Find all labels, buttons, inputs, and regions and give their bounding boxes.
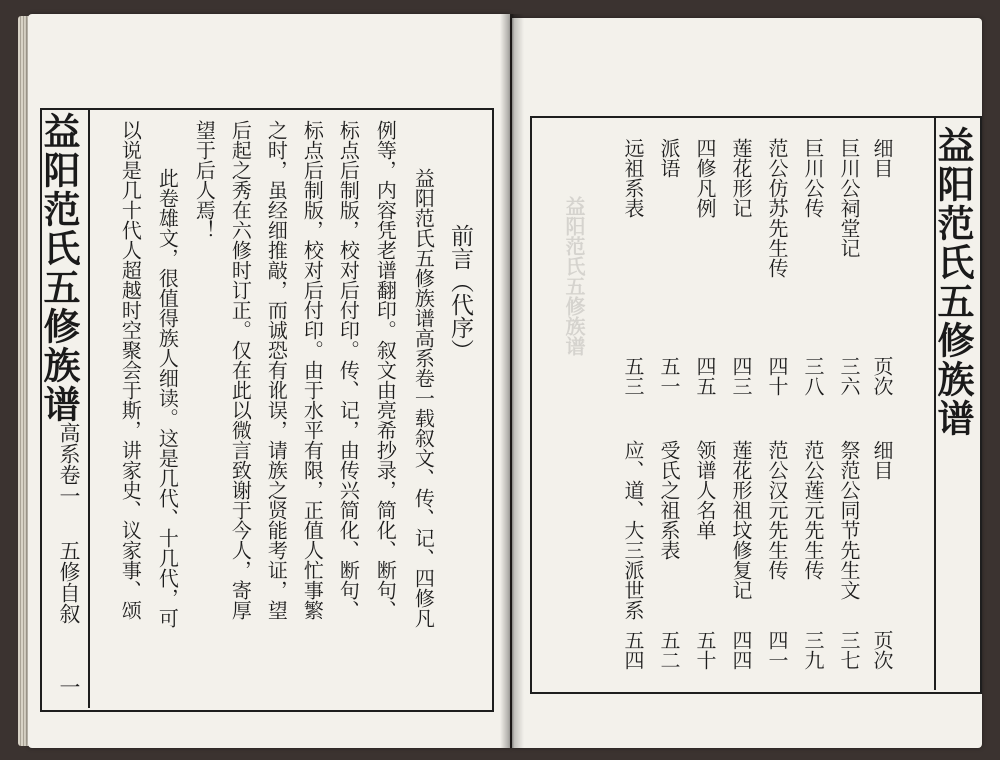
toc-header-page: 页次 bbox=[870, 356, 894, 396]
toc-entry-page: 四十 bbox=[765, 356, 789, 396]
toc-entry-title: 范公仿苏先生传 bbox=[765, 138, 789, 278]
preface-column-2: 例等，内容凭老谱翻印。叙文由亮希抄录，简化、断句、 bbox=[373, 120, 398, 620]
preface-heading: 前言（代序） bbox=[447, 224, 473, 362]
toc-entry-title: 派语 bbox=[657, 138, 681, 178]
toc-entry-page: 三六 bbox=[837, 356, 861, 396]
toc-entry-title: 巨川公祠堂记 bbox=[837, 138, 861, 258]
right-page-frame bbox=[530, 116, 982, 694]
toc-entry-page: 五十 bbox=[693, 630, 717, 670]
preface-column-7: 望于后人焉！ bbox=[192, 120, 217, 240]
margin-page-number: 一 bbox=[57, 676, 81, 697]
toc-header-page: 页次 bbox=[870, 630, 894, 670]
toc-entry-title: 巨川公传 bbox=[801, 138, 825, 218]
margin-subsection-label: 五修自叙 bbox=[57, 540, 81, 624]
toc-entry-title: 范公汉元先生传 bbox=[765, 440, 789, 580]
toc-entry-title: 远祖系表 bbox=[621, 138, 645, 218]
left-margin-rule bbox=[88, 110, 90, 708]
toc-entry-title: 莲花形记 bbox=[729, 138, 753, 218]
margin-section-label: 高系卷一 bbox=[57, 422, 81, 506]
toc-entry-page: 三九 bbox=[801, 630, 825, 670]
toc-entry-page: 三八 bbox=[801, 356, 825, 396]
toc-entry-title: 受氏之祖系表 bbox=[657, 440, 681, 560]
preface-column-4: 标点后制版，校对后付印。由于水平有限，正值人忙事繁 bbox=[300, 120, 325, 620]
toc-entry-title: 四修凡例 bbox=[693, 138, 717, 218]
left-spine-title: 益阳范氏五修族谱 bbox=[37, 112, 81, 424]
bleed-through-text: 益阳范氏五修族谱 bbox=[562, 196, 586, 356]
toc-entry-title: 莲花形祖坟修复记 bbox=[729, 440, 753, 600]
toc-entry-title: 祭范公同节先生文 bbox=[837, 440, 861, 600]
toc-entry-page: 五三 bbox=[621, 356, 645, 396]
toc-header-detail: 细目 bbox=[870, 138, 894, 178]
toc-entry-page: 五四 bbox=[621, 630, 645, 670]
preface-column-9: 以说是几十代人超越时空聚会于斯，讲家史、议家事、颂 bbox=[118, 120, 143, 620]
toc-entry-page: 四四 bbox=[729, 630, 753, 670]
preface-column-8: 此卷雄文，很值得族人细读。这是几代、十几代，可 bbox=[155, 168, 180, 628]
preface-column-3: 标点后制版，校对后付印。传、记，由传兴简化、断句、 bbox=[336, 120, 361, 620]
toc-entry-page: 五一 bbox=[657, 356, 681, 396]
preface-column-1: 益阳范氏五修族谱高系卷一载叙文、传、记、四修凡 bbox=[411, 168, 436, 628]
right-spine-title: 益阳范氏五修族谱 bbox=[931, 126, 975, 438]
preface-column-6: 后起之秀在六修时订正。仅在此以微言致谢于今人，寄厚 bbox=[228, 120, 253, 620]
toc-entry-title: 领谱人名单 bbox=[693, 440, 717, 540]
preface-column-5: 之时，虽经细推敲，而诚恐有讹误，请族之贤能考证，望 bbox=[264, 120, 289, 620]
toc-entry-page: 五二 bbox=[657, 630, 681, 670]
toc-entry-page: 四三 bbox=[729, 356, 753, 396]
toc-entry-page: 三七 bbox=[837, 630, 861, 670]
toc-entry-title: 范公莲元先生传 bbox=[801, 440, 825, 580]
book-gutter bbox=[500, 14, 524, 748]
toc-entry-title: 应、道、大三派世系 bbox=[621, 440, 645, 620]
toc-header-detail: 细目 bbox=[870, 440, 894, 480]
toc-entry-page: 四一 bbox=[765, 630, 789, 670]
toc-entry-page: 四五 bbox=[693, 356, 717, 396]
